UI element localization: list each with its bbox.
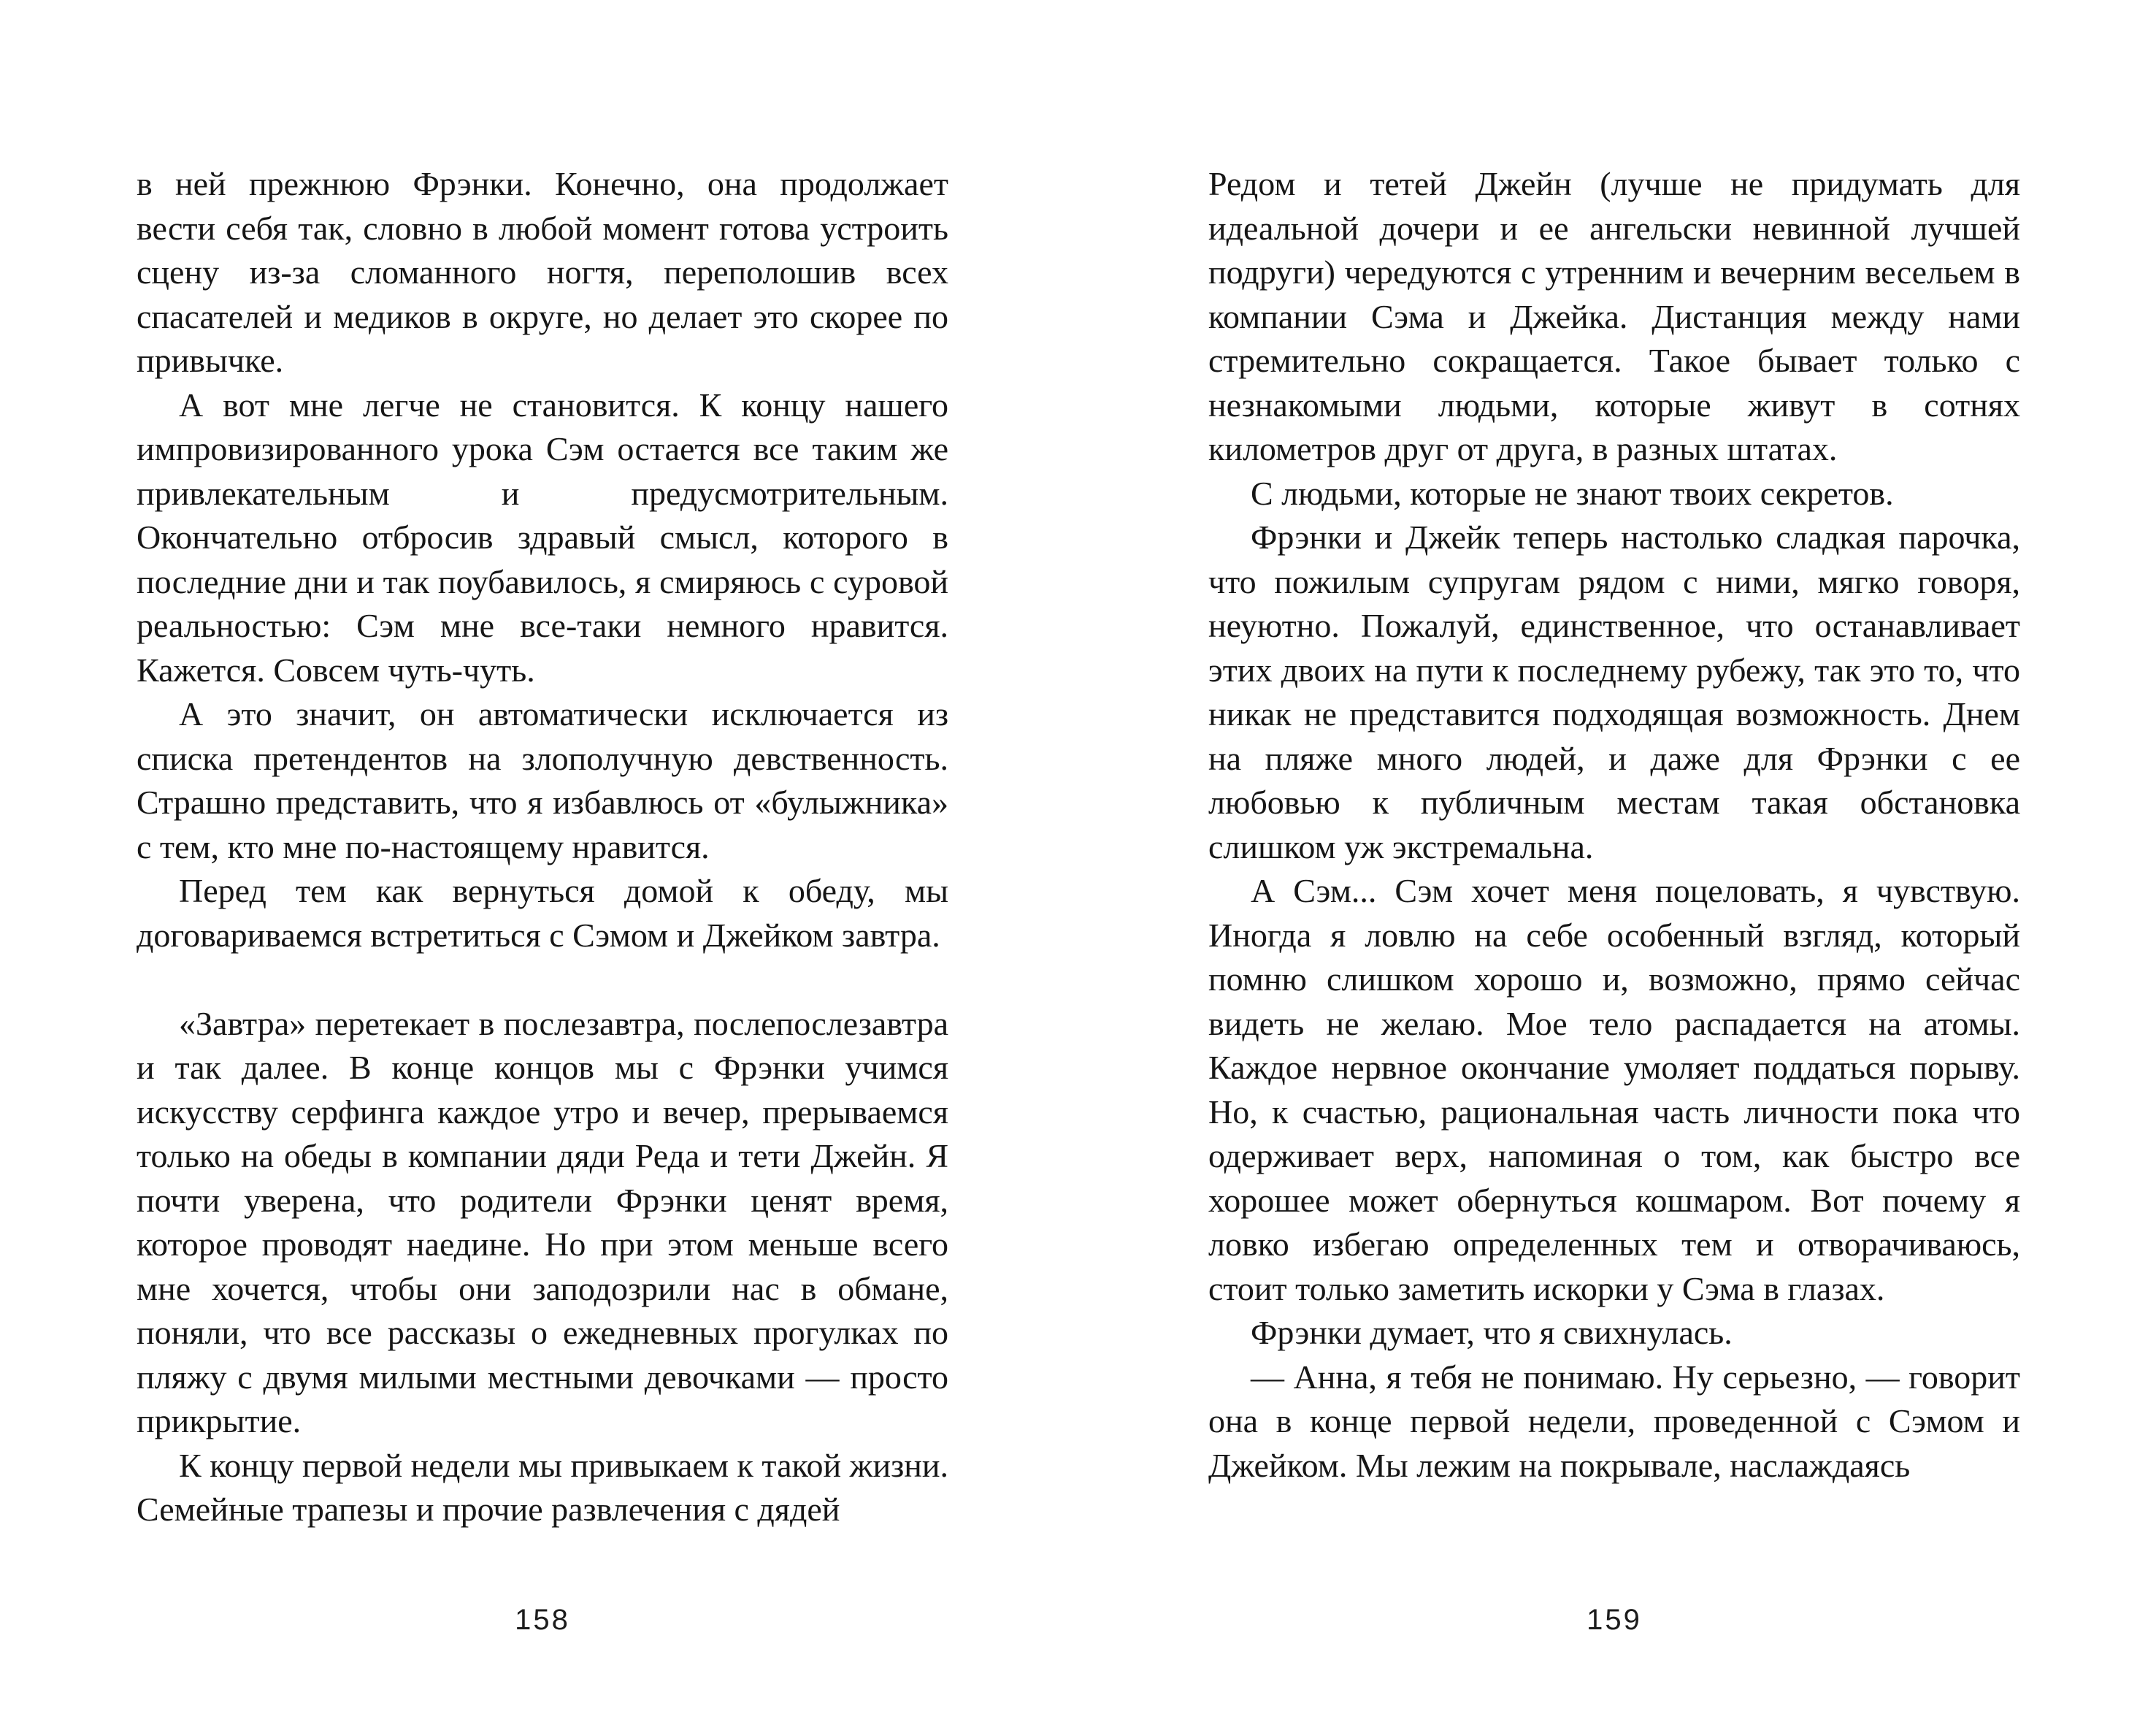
- paragraph: в ней прежнюю Фрэнки. Конечно, она продолжает вести себя так, словно в любой момент готова устроить сцену из-за сломанного ногтя, переполошив всех спасателей и медиков в округе, но делает это скорее по привычке.: [137, 165, 948, 379]
- paragraph: К концу первой недели мы привыкаем к такой жизни. Семейные трапезы и прочие развлечения с дядей: [137, 1446, 948, 1528]
- paragraph: А это значит, он автоматически исключается из списка претендентов на злополучную девственность. Страшно представить, что я избавлюсь от «булыжника» с тем, кто мне по-настоящему нравится.: [137, 695, 948, 865]
- right-page: [1208, 162, 2020, 1488]
- left-page: [137, 162, 948, 1532]
- paragraph: Фрэнки думает, что я свихнулась.: [1251, 1314, 1733, 1351]
- paragraph: — Анна, я тебя не понимаю. Ну серьезно, — говорит она в конце первой недели, проведенной с Сэмом и Джейком. Мы лежим на покрывале, наслаждаясь: [1208, 1358, 2020, 1484]
- paragraph: Фрэнки и Джейк теперь настолько сладкая парочка, что пожилым супругам рядом с ними, мягко говоря, неуютно. Пожалуй, единственное, что останавливает этих двоих на пути к последнему рубежу, так это то, что никак не представится подходящая возможность. Днем на пляже много людей, и даже для Фрэнки с ее любовью к публичным местам такая обстановка слишком уж экстремальна.: [1208, 519, 2020, 865]
- page-number-left: 158: [515, 1604, 570, 1636]
- paragraph: А вот мне легче не становится. К концу нашего импровизированного урока Сэм остается все таким же привлекательным и предусмотрительным. Окончательно отбросив здравый смысл, которого в последние дни и так поубавилось, я смиряюсь с суровой реальностью: Сэм мне все-таки немного нравится. Кажется. Совсем чуть-чуть.: [137, 386, 948, 689]
- paragraph: Редом и тетей Джейн (лучше не придумать для идеальной дочери и ее ангельски невинной лучшей подруги) чередуются с утренним и вечерним весельем в компании Сэма и Джейка. Дистанция между нами стремительно сокращается. Такое бывает только с незнакомыми людьми, которые живут в сотнях километров друг от друга, в разных штатах.: [1208, 165, 2020, 467]
- page-number-right: 159: [1587, 1604, 1642, 1636]
- paragraph: С людьми, которые не знают твоих секретов.: [1251, 474, 1894, 512]
- paragraph: А Сэм... Сэм хочет меня поцеловать, я чувствую. Иногда я ловлю на себе особенный взгляд, который помню слишком хорошо и, возможно, прямо сейчас видеть не желаю. Мое тело распадается на атомы. Каждое нервное окончание умоляет поддаться порыву. Но, к счастью, рациональная часть личности пока что одерживает верх, напоминая о том, как быстро все хорошее может обернуться кошмаром. Вот почему я ловко избегаю определенных тем и отворачиваюсь, стоит только заметить искорки у Сэма в глазах.: [1208, 872, 2020, 1307]
- paragraph: Перед тем как вернуться домой к обеду, мы договариваемся встретиться с Сэмом и Джейком завтра.: [137, 872, 948, 954]
- paragraph: «Завтра» перетекает в послезавтра, послепослезавтра и так далее. В конце концов мы с Фрэнки учимся искусству серфинга каждое утро и вечер, прерываемся только на обеды в компании дяди Реда и тети Джейн. Я почти уверена, что родители Фрэнки ценят время, которое проводят наедине. Но при этом меньше всего мне хочется, чтобы они заподозрили нас в обмане, поняли, что все рассказы о ежедневных прогулках по пляжу с двумя милыми местными девочками — просто прикрытие.: [137, 1004, 948, 1439]
